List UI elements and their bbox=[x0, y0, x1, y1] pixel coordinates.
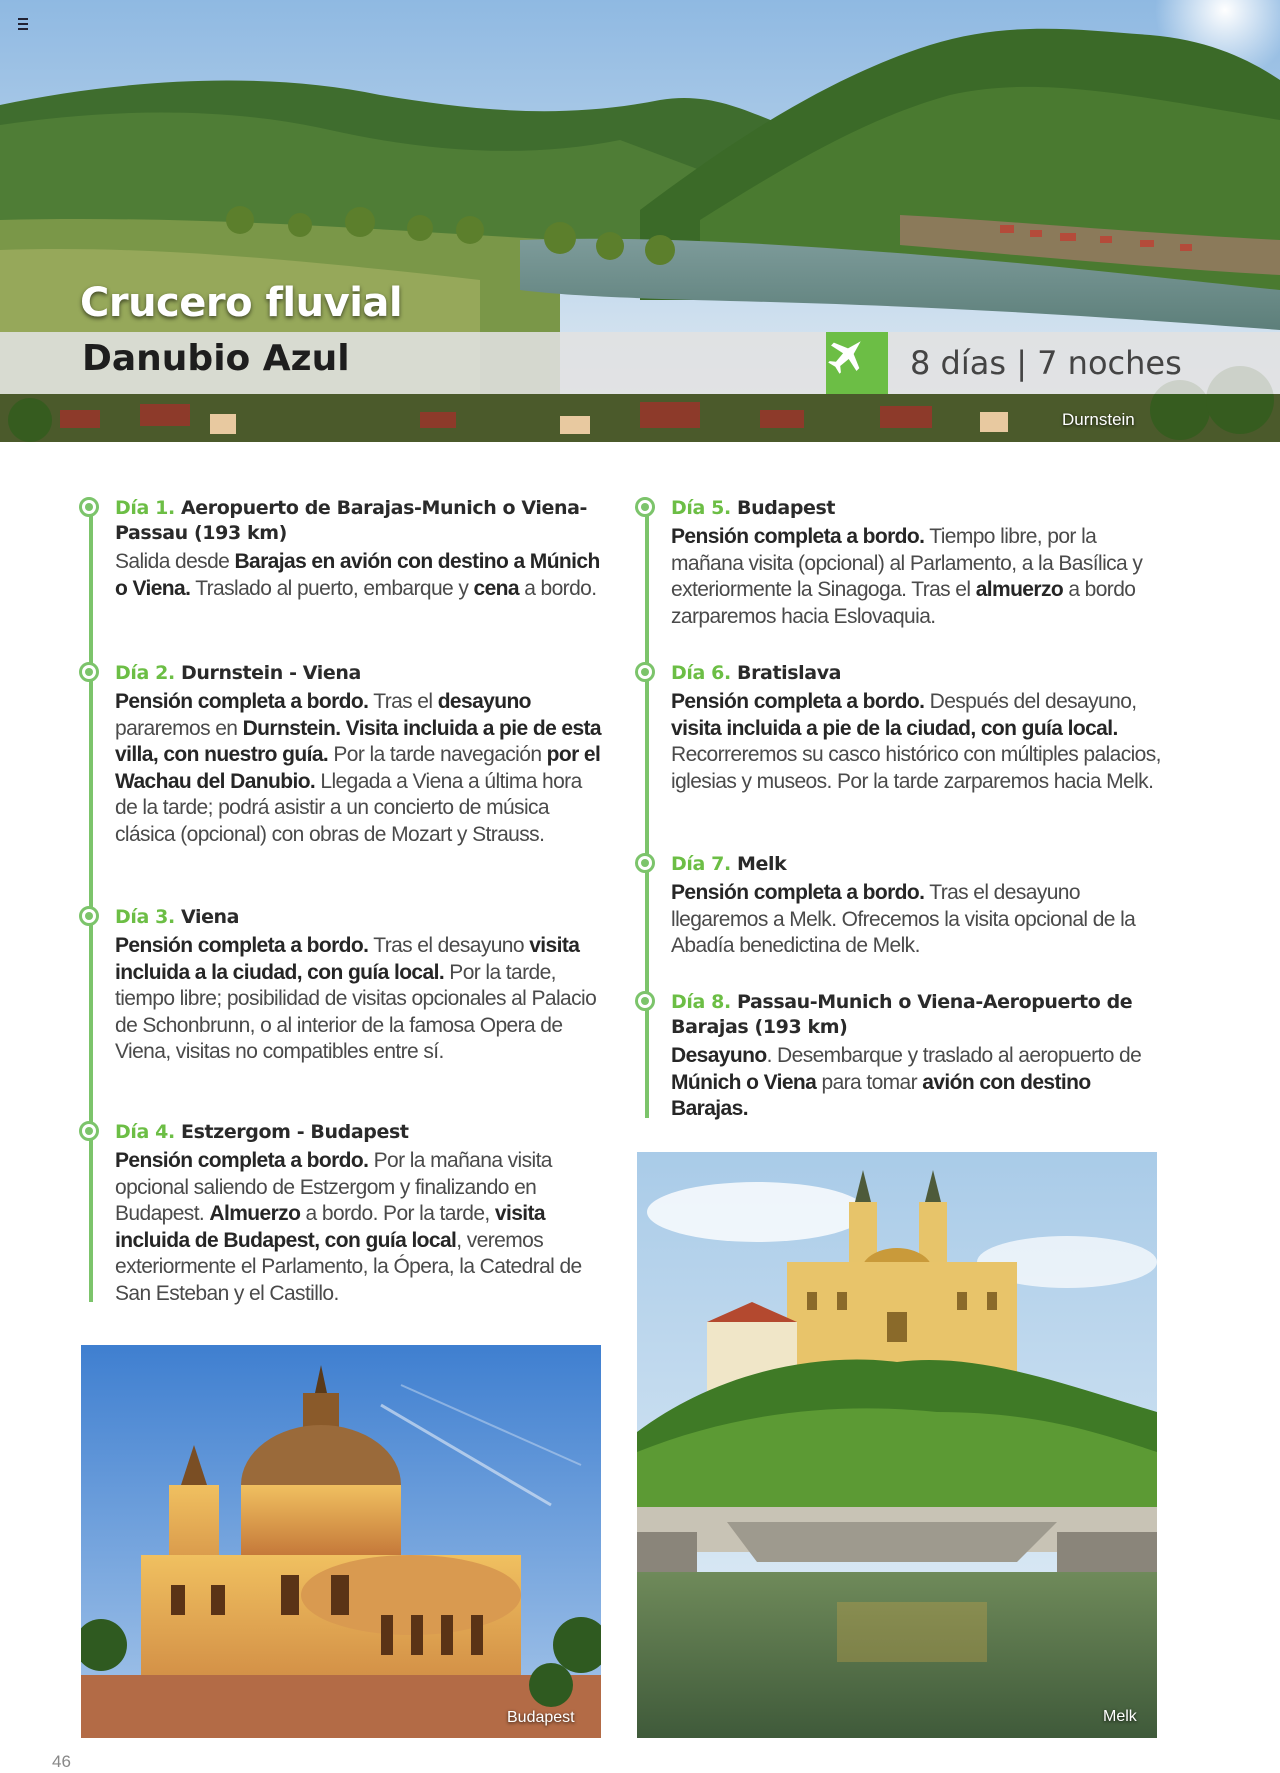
text-run: Salida desde bbox=[115, 550, 235, 573]
melk-photo bbox=[637, 1152, 1157, 1738]
day-place: Melk bbox=[736, 853, 787, 875]
bold-text-run: almuerzo bbox=[975, 578, 1064, 601]
day-heading bbox=[115, 905, 605, 930]
text-run: a bordo zarparemos hacia Eslovaquia. bbox=[671, 578, 1136, 628]
budapest-photo bbox=[81, 1345, 601, 1738]
text-run: Recorreremos su casco histórico con múltiples palacios, iglesias y museos. Por la tarde zarparemos hacia Melk. bbox=[671, 743, 1161, 793]
day-description bbox=[115, 689, 605, 848]
day-entry bbox=[115, 1120, 605, 1307]
day-place: Passau-Munich o Viena-Aeropuerto de Barajas (193 km) bbox=[671, 991, 1133, 1038]
day-number: Día 8. bbox=[671, 991, 731, 1013]
text-run: Tras el desayuno bbox=[368, 934, 530, 957]
bold-text-run: Pensión completa a bordo. bbox=[671, 525, 925, 548]
day-description bbox=[671, 689, 1161, 795]
day-place: Budapest bbox=[736, 497, 836, 519]
text-run: , veremos exteriormente el Parlamento, la Ópera, la Catedral de San Esteban y el Castillo. bbox=[115, 1228, 582, 1305]
day-heading bbox=[671, 496, 1161, 521]
text-run: a bordo. Por la tarde, bbox=[300, 1202, 495, 1225]
text-run: Por la tarde, tiempo libre; posibilidad de visitas opcionales al Palacio de Schonbrunn, o al interior de la famosa Opera de Viena, visitas no compatibles entre sí. bbox=[115, 960, 597, 1063]
trip-duration: 8 días | 7 noches bbox=[910, 344, 1182, 382]
timeline-marker-icon bbox=[635, 662, 655, 682]
bold-text-run: Pensión completa a bordo. bbox=[115, 934, 369, 957]
bold-text-run: Desayuno bbox=[671, 1044, 767, 1067]
text-run: a bordo. bbox=[518, 576, 597, 600]
hero-photo-caption: Durnstein bbox=[1062, 410, 1135, 429]
day-description bbox=[671, 880, 1161, 960]
bold-text-run: Pensión completa a bordo. bbox=[671, 881, 925, 904]
bold-text-run: visita incluida a pie de la ciudad, con guía local. bbox=[671, 716, 1118, 740]
bold-text-run: por el Wachau del Danubio. bbox=[115, 743, 601, 793]
day-entry bbox=[115, 661, 605, 848]
day-entry bbox=[115, 496, 605, 602]
timeline-marker-icon bbox=[79, 497, 99, 517]
bold-text-run: Múnich o Viena bbox=[671, 1070, 817, 1094]
hero-kicker: Crucero fluvial bbox=[80, 280, 403, 326]
plane-icon bbox=[826, 332, 870, 376]
day-number: Día 7. bbox=[671, 853, 731, 875]
day-description bbox=[671, 524, 1161, 630]
bold-text-run: Barajas en avión con destino a Múnich o Viena. bbox=[115, 550, 600, 600]
bold-text-run: Durnstein. Visita incluida a pie de esta villa, con nuestro guía. bbox=[115, 716, 602, 766]
bold-text-run: avión con destino Barajas. bbox=[671, 1070, 1091, 1120]
day-description bbox=[115, 933, 605, 1066]
timeline-right bbox=[645, 510, 649, 1118]
timeline-marker-icon bbox=[79, 1121, 99, 1141]
bold-text-run: desayuno bbox=[437, 690, 531, 713]
bold-text-run: Almuerzo bbox=[209, 1202, 301, 1225]
timeline-marker-icon bbox=[79, 906, 99, 926]
day-heading bbox=[115, 496, 605, 546]
text-run: Por la mañana visita opcional saliendo de Estzergom y finalizando en Budapest. bbox=[115, 1149, 552, 1225]
day-place: Durnstein - Viena bbox=[180, 662, 361, 684]
day-number: Día 4. bbox=[115, 1121, 175, 1143]
day-entry bbox=[671, 496, 1161, 630]
day-description bbox=[115, 549, 605, 602]
basilica-image bbox=[81, 1345, 601, 1738]
day-heading bbox=[671, 990, 1161, 1040]
text-run: Tras el bbox=[368, 690, 438, 713]
text-run: Tras el desayuno llegaremos a Melk. Ofrecemos la visita opcional de la Abadía benedictina de Melk. bbox=[671, 881, 1136, 957]
bold-text-run: Pensión completa a bordo. bbox=[115, 1149, 369, 1172]
day-description bbox=[671, 1043, 1161, 1123]
bold-text-run: visita incluida a la ciudad, con guía local. bbox=[115, 934, 580, 984]
page-title: Danubio Azul bbox=[82, 338, 350, 379]
text-run: . Desembarque y traslado al aeropuerto de bbox=[766, 1044, 1142, 1067]
day-heading bbox=[115, 661, 605, 686]
day-number: Día 6. bbox=[671, 662, 731, 684]
day-number: Día 1. bbox=[115, 497, 175, 519]
bold-text-run: visita incluida de Budapest, con guía local bbox=[115, 1202, 545, 1252]
day-entry bbox=[671, 661, 1161, 795]
text-run: para tomar bbox=[816, 1070, 923, 1094]
melk-abbey-image bbox=[637, 1152, 1157, 1738]
timeline-marker-icon bbox=[635, 991, 655, 1011]
day-place: Estzergom - Budapest bbox=[180, 1121, 409, 1143]
timeline-marker-icon bbox=[635, 853, 655, 873]
day-entry bbox=[671, 990, 1161, 1123]
text-run: pararemos en bbox=[115, 716, 243, 740]
day-place: Viena bbox=[180, 906, 240, 928]
day-place: Aeropuerto de Barajas-Munich o Viena-Passau (193 km) bbox=[115, 497, 588, 544]
bold-text-run: Pensión completa a bordo. bbox=[115, 690, 369, 713]
photo-caption: Melk bbox=[1103, 1708, 1137, 1725]
day-number: Día 2. bbox=[115, 662, 175, 684]
photo-caption: Budapest bbox=[507, 1709, 575, 1726]
day-heading bbox=[115, 1120, 605, 1145]
text-run: Por la tarde navegación bbox=[328, 743, 547, 766]
bold-text-run: Pensión completa a bordo. bbox=[671, 690, 925, 713]
day-heading bbox=[671, 852, 1161, 877]
day-entry bbox=[115, 905, 605, 1066]
plane-badge bbox=[826, 332, 888, 394]
text-run: Traslado al puerto, embarque y bbox=[190, 576, 474, 600]
day-entry bbox=[671, 852, 1161, 960]
hero-banner bbox=[0, 0, 1280, 442]
page-number: 46 bbox=[52, 1752, 71, 1771]
text-run: Llegada a Viena a última hora de la tarde; podrá asistir a un concierto de música clásica (opcional) con obras de Mozart y Strauss. bbox=[115, 769, 582, 846]
bold-text-run: cena bbox=[473, 576, 519, 600]
timeline-marker-icon bbox=[635, 497, 655, 517]
menu-icon[interactable] bbox=[18, 18, 28, 30]
day-heading bbox=[671, 661, 1161, 686]
day-place: Bratislava bbox=[736, 662, 842, 684]
text-run: Tiempo libre, por la mañana visita (opcional) al Parlamento, a la Basílica y exteriormente la Sinagoga. Tras el bbox=[671, 525, 1143, 601]
day-number: Día 5. bbox=[671, 497, 731, 519]
timeline-marker-icon bbox=[79, 662, 99, 682]
day-description bbox=[115, 1148, 605, 1307]
day-number: Día 3. bbox=[115, 906, 175, 928]
text-run: Después del desayuno, bbox=[924, 690, 1137, 713]
